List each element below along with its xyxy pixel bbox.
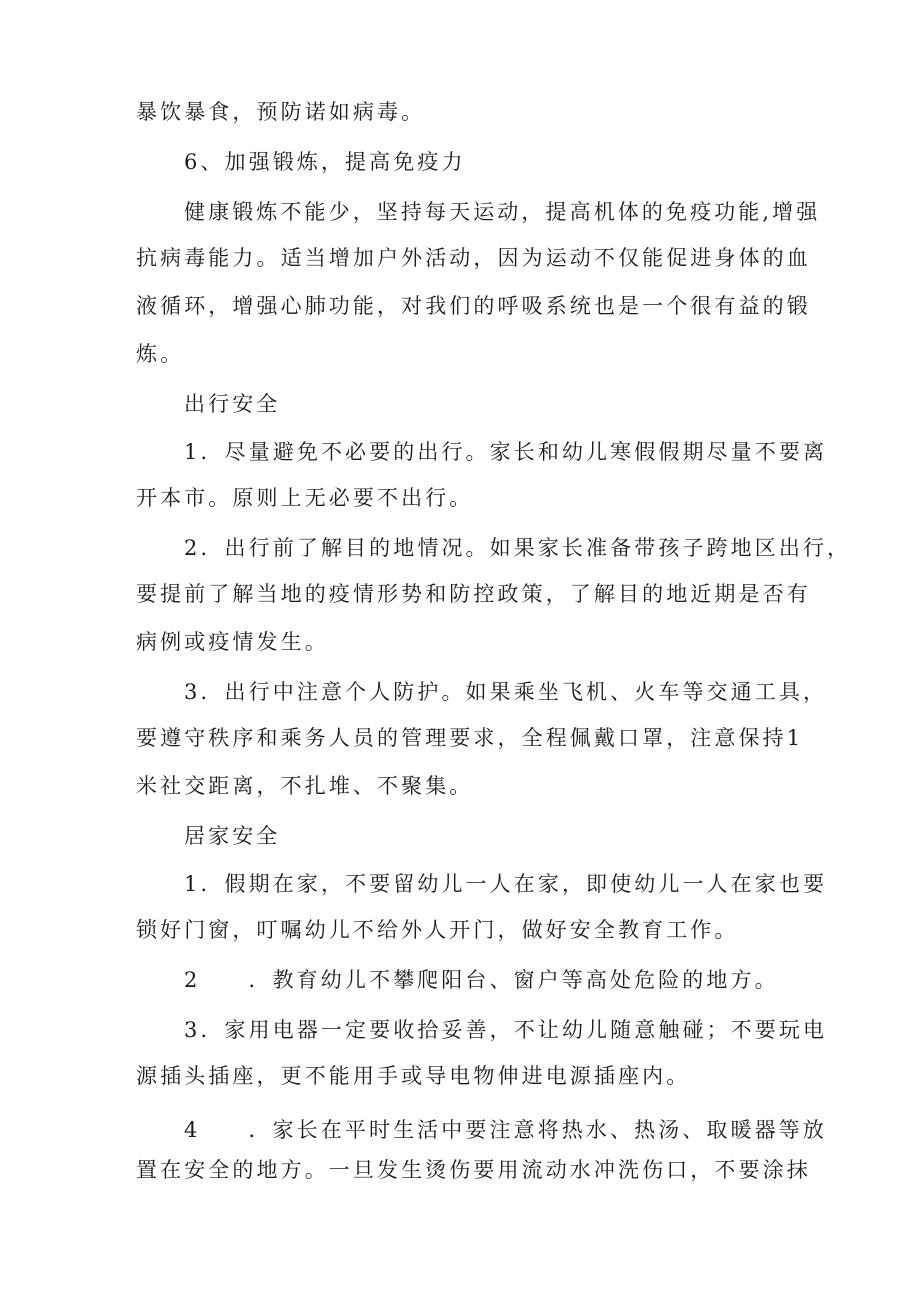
text-line: 要遵守秩序和乘务人员的管理要求，全程佩戴口罩，注意保持1 — [136, 726, 804, 750]
section-heading-travel-safety: 出行安全 — [184, 392, 281, 416]
text-line: 开本市。原则上无必要不出行。 — [136, 486, 474, 510]
text-line: 炼。 — [136, 342, 185, 366]
item-text: ．教育幼儿不攀爬阳台、窗户等高处危险的地方。 — [248, 968, 779, 992]
list-item-2 — [184, 966, 844, 994]
text-line: 源插头插座，更不能用手或导电物伸进电源插座内。 — [136, 1064, 691, 1088]
section-heading-exercise: 6、加强锻炼，提高免疫力 — [184, 150, 466, 174]
text-line: 抗病毒能力。适当增加户外活动，因为运动不仅能促进身体的血 — [136, 246, 811, 270]
text-line: 要提前了解当地的疫情形势和防控政策，了解目的地近期是否有 — [136, 582, 811, 606]
text-line: 3．出行中注意个人防护。如果乘坐飞机、火车等交通工具， — [184, 680, 828, 704]
text-line: 2．出行前了解目的地情况。如果家长准备带孩子跨地区出行， — [184, 536, 852, 560]
text-line: 1．尽量避免不必要的出行。家长和幼儿寒假假期尽量不要离 — [184, 440, 828, 464]
text-line: 1．假期在家，不要留幼儿一人在家，即使幼儿一人在家也要 — [184, 872, 828, 896]
text-line: 米社交距离，不扎堆、不聚集。 — [136, 774, 474, 798]
text-line: 锁好门窗，叮嘱幼儿不给外人开门，做好安全教育工作。 — [136, 918, 739, 942]
list-item-4 — [184, 1116, 844, 1144]
text-line: 健康锻炼不能少，坚持每天运动，提高机体的免疫功能,增强 — [184, 200, 821, 224]
section-heading-home-safety: 居家安全 — [184, 824, 281, 848]
item-number: 2 — [184, 968, 201, 992]
item-number: 4 — [184, 1118, 201, 1142]
text-line: 置在安全的地方。一旦发生烫伤要用流动水冲洗伤口，不要涂抹 — [136, 1158, 811, 1182]
text-line: 暴饮暴食，预防诺如病毒。 — [136, 100, 426, 124]
item-text: ．家长在平时生活中要注意将热水、热汤、取暖器等放 — [248, 1118, 827, 1142]
text-line: 病例或疫情发生。 — [136, 630, 329, 654]
text-line: 液循环，增强心肺功能，对我们的呼吸系统也是一个很有益的锻 — [136, 294, 811, 318]
text-line: 3．家用电器一定要收拾妥善，不让幼儿随意触碰；不要玩电 — [184, 1018, 828, 1042]
